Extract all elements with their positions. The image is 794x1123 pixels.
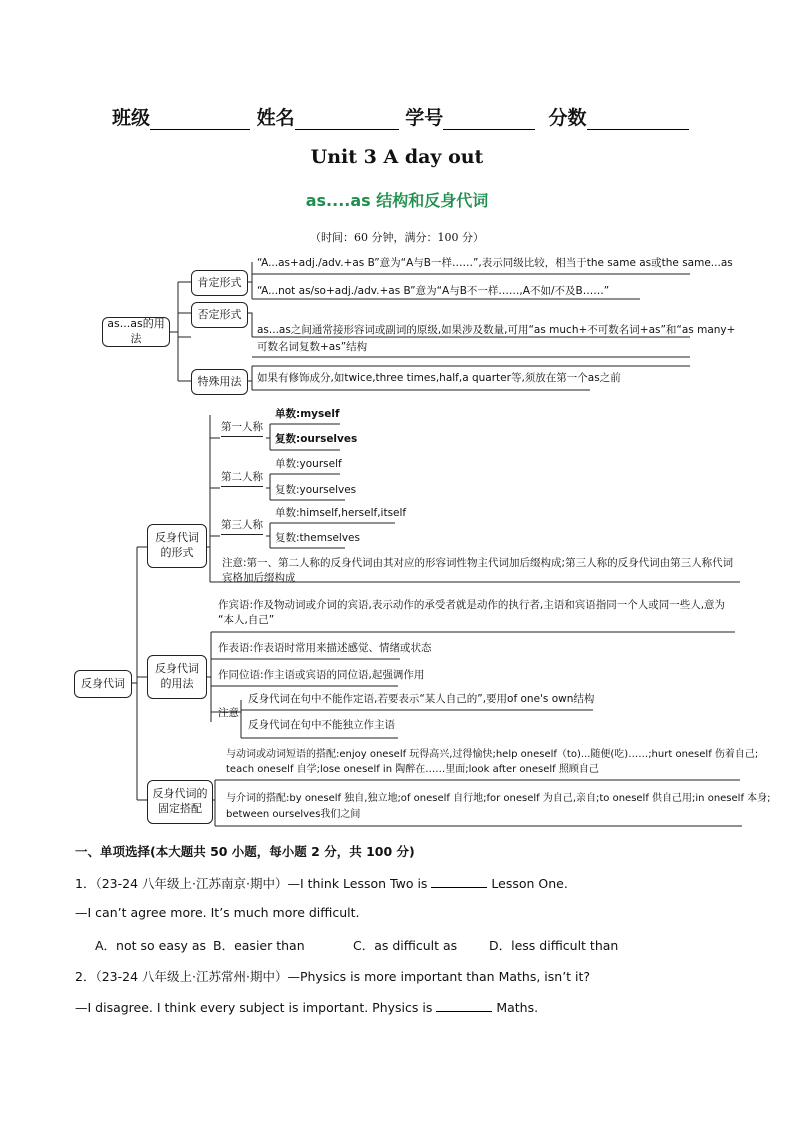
first-person-plural: 复数:ourselves bbox=[275, 433, 358, 445]
class-blank[interactable] bbox=[150, 111, 250, 130]
first-person-label: 第一人称 bbox=[221, 420, 263, 437]
question-1-reply: —I can’t agree more. It’s much more difficult. bbox=[75, 905, 360, 920]
usage-note1: 反身代词在句中不能作定语,若要表示“某人自己的”,要用of one's own结构 bbox=[248, 693, 595, 705]
number-blank[interactable] bbox=[443, 111, 535, 130]
third-person-plural: 复数:themselves bbox=[275, 532, 360, 544]
question-1-stem-before: —I think Lesson Two is bbox=[287, 876, 432, 891]
number-label: 学号 bbox=[405, 107, 444, 129]
usage-node-line2: 的用法 bbox=[160, 677, 194, 690]
mindmap1-negative-text: “A...not as/so+adj./adv.+as B”意为“A与B不一样……,A不如/不及B……” bbox=[257, 285, 610, 297]
collocation-node-line1: 反身代词的 bbox=[152, 787, 208, 801]
question-2-number: 2． bbox=[75, 969, 96, 984]
mindmap2-usage-node bbox=[147, 655, 207, 699]
mindmap1-affirmative-text: “A...as+adj./adv.+as B”意为“A与B一样……”,表示同级比较，相当于the same as或the same...as bbox=[257, 257, 733, 269]
mindmap1-node-negative: 否定形式 bbox=[191, 302, 248, 328]
collocation-verb-line1: 与动词或动词短语的搭配:enjoy oneself 玩得高兴,过得愉快;help oneself（to)...随便(吃)……;hurt oneself 伤着自己; bbox=[226, 749, 759, 760]
score-blank[interactable] bbox=[587, 111, 689, 130]
mindmap1-node-special: 特殊用法 bbox=[191, 369, 248, 395]
question-2-stem bbox=[75, 967, 590, 985]
page-subtitle: as....as 结构和反身代词 bbox=[305, 191, 489, 210]
question-1-stem bbox=[75, 874, 568, 892]
form-note-line1: 注意:第一、第二人称的反身代词由其对应的形容词性物主代词加后缀构成;第三人称的反身代词由第三人称代词 bbox=[222, 557, 734, 569]
mindmap1-special-text: 如果有修饰成分,如twice,three times,half,a quarter等,须放在第一个as之前 bbox=[257, 372, 621, 384]
second-person-label: 第二人称 bbox=[221, 470, 263, 487]
mindmap1-quantity-text-line2: 可数名词复数+as”结构 bbox=[257, 341, 368, 353]
usage-note-label: 注意 bbox=[218, 707, 239, 719]
question-2-source: （23-24 八年级上·江苏常州·期中） bbox=[95, 969, 288, 984]
usage-object-line2: “本人,自己” bbox=[218, 614, 275, 626]
question-1-option-d[interactable]: D．less difficult than bbox=[489, 938, 619, 953]
question-2-blank[interactable] bbox=[436, 999, 492, 1012]
third-person-singular: 单数:himself,herself,itself bbox=[275, 507, 407, 519]
mindmap2-root: 反身代词 bbox=[74, 670, 132, 698]
mindmap2-collocation-node bbox=[147, 780, 213, 824]
question-1-option-c[interactable]: C．as difficult as bbox=[353, 938, 458, 953]
form-note-line2: 宾格加后缀构成 bbox=[222, 572, 296, 584]
name-label: 姓名 bbox=[256, 107, 295, 129]
mindmap2-form-node bbox=[147, 524, 207, 568]
question-2-stem-text: —Physics is more important than Maths, isn’t it? bbox=[287, 969, 591, 984]
question-1-stem-after: Lesson One. bbox=[487, 876, 568, 891]
name-blank[interactable] bbox=[295, 111, 399, 130]
first-person-singular: 单数:myself bbox=[275, 408, 340, 420]
mindmap1-root: as...as的用法 bbox=[102, 317, 170, 347]
question-1-option-b[interactable]: B．easier than bbox=[213, 938, 305, 953]
question-1-source: （23-24 八年级上·江苏南京·期中） bbox=[95, 876, 288, 891]
student-info-header bbox=[112, 103, 689, 130]
score-label: 分数 bbox=[548, 107, 587, 129]
time-info: （时间：60 分钟，满分：100 分） bbox=[310, 231, 484, 244]
mindmap1-node-affirmative: 肯定形式 bbox=[191, 270, 248, 296]
question-2-reply bbox=[75, 999, 538, 1015]
question-1-blank[interactable] bbox=[431, 875, 487, 888]
class-label: 班级 bbox=[112, 107, 151, 129]
form-node-line1: 反身代词 bbox=[155, 531, 199, 545]
usage-object-line1: 作宾语:作及物动词或介词的宾语,表示动作的承受者就是动作的执行者,主语和宾语指同一个人或同一些人,意为 bbox=[218, 599, 726, 611]
third-person-label: 第三人称 bbox=[221, 518, 263, 535]
usage-appositive: 作同位语:作主语或宾语的同位语,起强调作用 bbox=[218, 669, 425, 681]
collocation-verb-line2: teach oneself 自学;lose oneself in 陶醉在……里面;look after oneself 照顾自己 bbox=[226, 764, 599, 775]
usage-node-line1: 反身代词 bbox=[155, 662, 199, 676]
second-person-singular: 单数:yourself bbox=[275, 458, 342, 470]
question-1-option-a[interactable]: A．not so easy as bbox=[95, 938, 207, 953]
mindmap1-quantity-text-line1: as...as之间通常接形容词或副词的原级,如果涉及数量,可用“as much+不可数名词+as”和“as many+ bbox=[257, 324, 736, 336]
question-2-reply-before: —I disagree. I think every subject is important. Physics is bbox=[75, 1000, 437, 1015]
question-1-number: 1． bbox=[75, 876, 96, 891]
usage-note2: 反身代词在句中不能独立作主语 bbox=[248, 719, 395, 731]
question-1-options bbox=[95, 936, 618, 954]
second-person-plural: 复数:yourselves bbox=[275, 484, 357, 496]
section-title: 一、单项选择(本大题共 50 小题，每小题 2 分，共 100 分) bbox=[75, 844, 415, 859]
collocation-prep-line1: 与介词的搭配:by oneself 独自,独立地;of oneself 自行地;for oneself 为自己,亲自;to oneself 供自己用;in oneself 本身; bbox=[226, 793, 771, 804]
collocation-node-line2: 固定搭配 bbox=[158, 802, 202, 815]
question-2-reply-after: Maths. bbox=[492, 1000, 539, 1015]
page-title: Unit 3 A day out bbox=[310, 146, 484, 168]
form-node-line2: 的形式 bbox=[160, 546, 194, 559]
usage-predicative: 作表语:作表语时常用来描述感觉、情绪或状态 bbox=[218, 642, 432, 654]
collocation-prep-line2: between ourselves我们之间 bbox=[226, 809, 361, 820]
